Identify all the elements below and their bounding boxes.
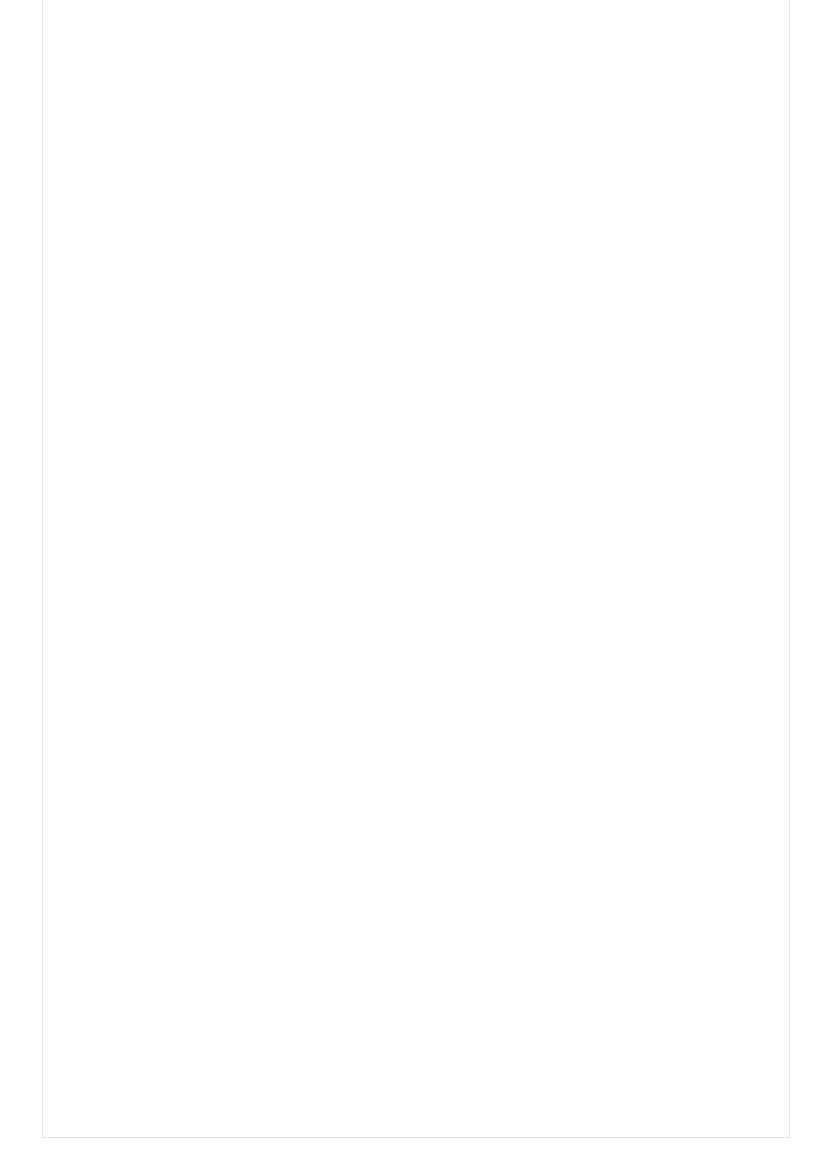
page-frame	[42, 0, 790, 1138]
document-body	[75, 38, 755, 50]
